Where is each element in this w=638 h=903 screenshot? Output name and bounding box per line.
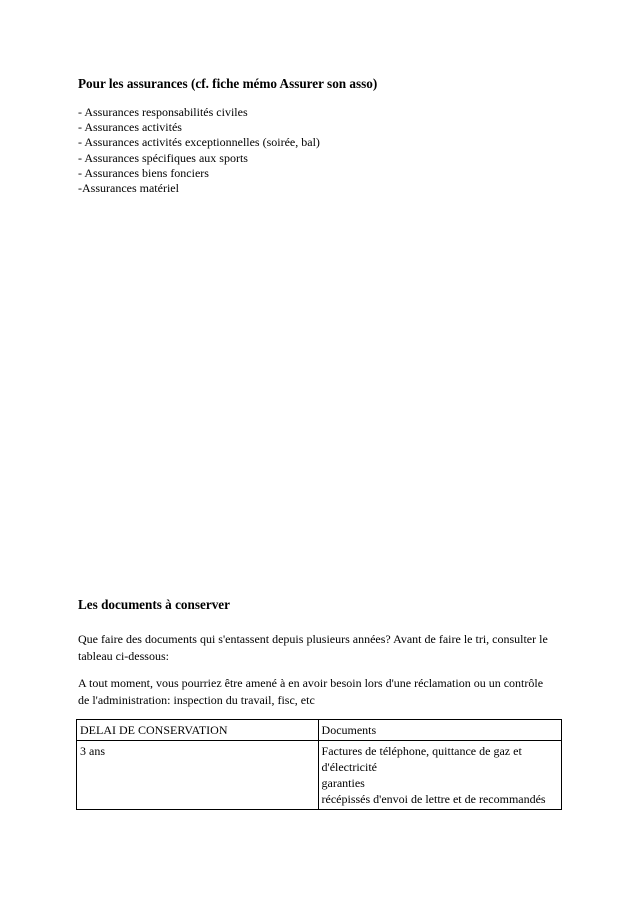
documents-intro-paragraph: Que faire des documents qui s'entassent depuis plusieurs années? Avant de faire le tri, consulter le tableau ci-dessous: bbox=[78, 632, 548, 663]
table-row bbox=[77, 741, 562, 810]
conservation-table bbox=[76, 719, 562, 810]
cell-documents bbox=[318, 741, 561, 810]
list-item: - Assurances biens fonciers bbox=[78, 165, 209, 180]
list-item: - Assurances responsabilités civiles bbox=[78, 105, 248, 119]
document-line: récépissés d'envoi de lettre et de recommandés bbox=[321, 792, 546, 806]
insurance-heading: Pour les assurances (cf. fiche mémo Assurer son asso) bbox=[78, 76, 378, 91]
documents-heading: Les documents à conserver bbox=[78, 597, 230, 612]
header-cell-documents: Documents bbox=[318, 720, 561, 741]
document-line: garanties bbox=[321, 776, 365, 790]
documents-reason-paragraph: A tout moment, vous pourriez être amené à en avoir besoin lors d'une réclamation ou un contrôle de l'administration: inspection du travail, fisc, etc bbox=[78, 676, 544, 707]
cell-delay: 3 ans bbox=[77, 741, 319, 810]
header-cell-delay: DELAI DE CONSERVATION bbox=[77, 720, 319, 741]
list-item: - Assurances activités bbox=[78, 120, 182, 135]
list-item: - Assurances activités exceptionnelles (soirée, bal) bbox=[78, 135, 320, 150]
list-item: - Assurances spécifiques aux sports bbox=[78, 150, 248, 165]
document-line: Factures de téléphone, quittance de gaz et d'électricité bbox=[321, 744, 522, 774]
insurance-list bbox=[78, 105, 320, 196]
list-item: -Assurances matériel bbox=[78, 181, 179, 196]
table-header-row bbox=[77, 720, 562, 741]
